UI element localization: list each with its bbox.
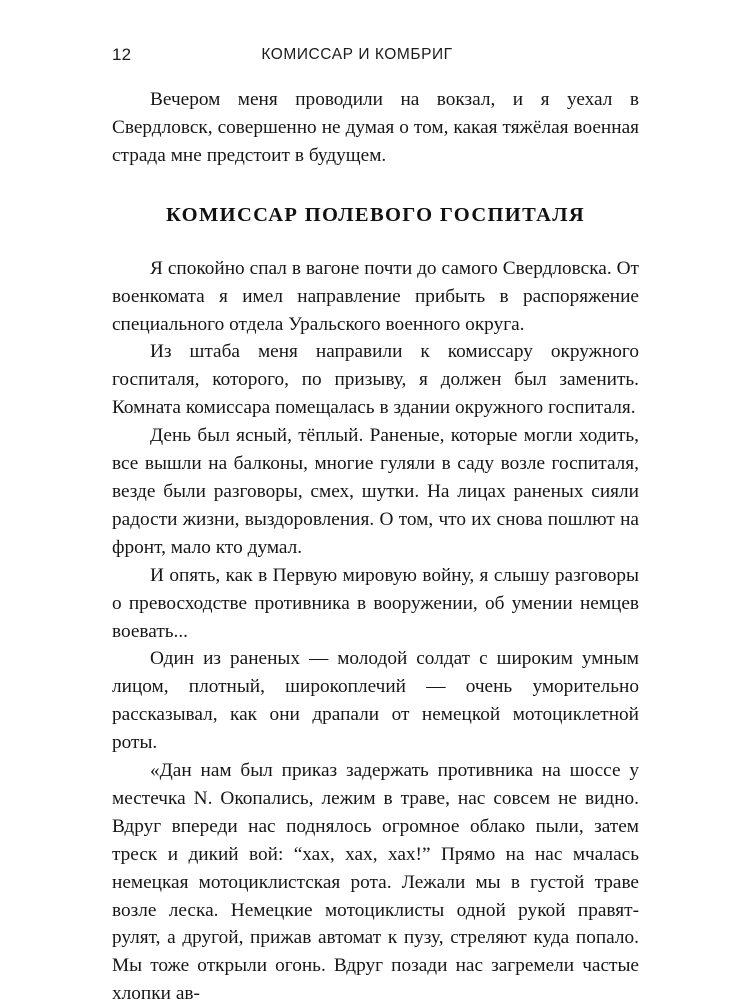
paragraph: И опять, как в Первую мировую войну, я слышу разговоры о превосходстве противника в вооружении, об умении немцев воевать... bbox=[112, 564, 639, 642]
running-title: КОМИССАР И КОМБРИГ bbox=[261, 46, 453, 63]
paragraph: Один из раненых — молодой солдат с широким умным лицом, плотный, широкоплечий — очень уморительно рассказывал, как они драпали от немецкой мотоциклетной роты. bbox=[112, 648, 639, 754]
text-block bbox=[112, 86, 639, 1008]
paragraph: Из штаба меня направили к комиссару окружного госпиталя, которого, по призыву, я должен был заменить. Комната комиссара помещалась в здании окружного госпиталя. bbox=[112, 341, 639, 419]
paragraph: «Дан нам был приказ задержать противника на шоссе у местечка N. Окопались, лежим в траве, нас совсем не видно. Вдруг впереди нас поднялось огромное облако пыли, затем треск и дикий вой: “хах, хах, хах!” Прямо на нас мчалась немецкая мотоциклистская рота. Лежали мы в густой траве возле леска. Немецкие мотоциклисты одной рукой правят-рулят, а другой, прижав автомат к пузу, стреляют куда попало. Мы тоже открыли огонь. Вдруг позади нас загремели частые хлопки ав- bbox=[112, 760, 639, 1005]
running-head bbox=[112, 44, 638, 66]
paragraph: Я спокойно спал в вагоне почти до самого Свердловска. От военкомата я имел направление прибыть в распоряжение специального отдела Уральского военного округа. bbox=[112, 257, 639, 335]
spacer-before-chapter-title bbox=[112, 170, 639, 202]
paragraph: Вечером меня проводили на вокзал, и я уехал в Свердловск, совершенно не думая о том, какая тяжёлая военная страда мне предстоит в будущем. bbox=[112, 89, 639, 166]
spacer-after-chapter-title bbox=[112, 229, 639, 255]
page-number: 12 bbox=[112, 45, 132, 64]
chapter-title: КОМИССАР ПОЛЕВОГО ГОСПИТАЛЯ bbox=[165, 203, 586, 226]
paragraph: День был ясный, тёплый. Раненые, которые могли ходить, все вышли на балконы, многие гуляли в саду возле госпиталя, везде были разговоры, смех, шутки. На лицах раненых сияли радости жизни, выздоровления. О том, что их снова пошлют на фронт, мало кто думал. bbox=[112, 425, 639, 558]
